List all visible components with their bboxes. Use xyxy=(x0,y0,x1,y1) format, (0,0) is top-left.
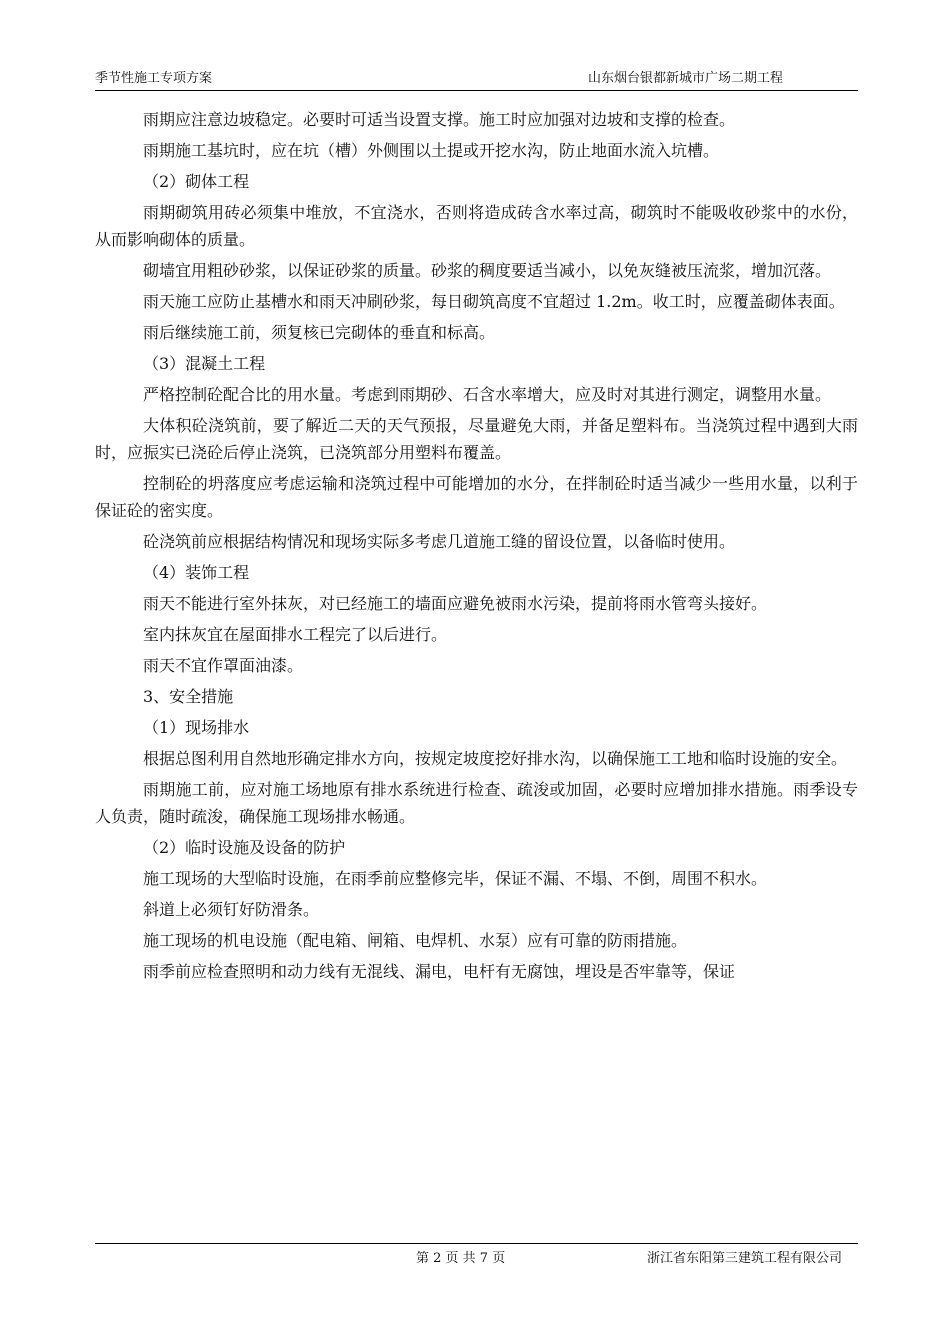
section-heading: （2）临时设施及设备的防护 xyxy=(143,838,346,857)
paragraph: 室内抹灰宜在屋面排水工程完了以后进行。 xyxy=(143,625,448,644)
paragraph: 雨期应注意边坡稳定。必要时可适当设置支撑。施工时应加强对边坡和支撑的检查。 xyxy=(143,110,736,129)
paragraph: 严格控制砼配合比的用水量。考虑到雨期砂、石含水率增大，应及时对其进行测定，调整用水量。 xyxy=(143,385,832,404)
paragraph: 斜道上必须钉好防滑条。 xyxy=(143,900,320,919)
footer-divider xyxy=(95,1243,858,1244)
header-project-name: 山东烟台银都新城市广场二期工程 xyxy=(587,71,783,86)
section-heading: （4）装饰工程 xyxy=(143,563,250,582)
paragraph: 砼浇筑前应根据结构情况和现场实际多考虑几道施工缝的留设位置，以备临时使用。 xyxy=(143,532,736,551)
document-body xyxy=(95,106,858,989)
paragraph: 大体积砼浇筑前，要了解近二天的天气预报，尽量避免大雨，并备足塑料布。当浇筑过程中遇到大雨时，应振实已浇砼后停止浇筑，已浇筑部分用塑料布覆盖。 xyxy=(95,416,858,462)
paragraph: 砌墙宜用粗砂砂浆，以保证砂浆的质量。砂浆的稠度要适当减小，以免灰缝被压流浆，增加沉落。 xyxy=(143,261,832,280)
page-footer xyxy=(95,1250,858,1268)
paragraph: 施工现场的机电设施（配电箱、闸箱、电焊机、水泵）应有可靠的防雨措施。 xyxy=(143,931,688,950)
paragraph: 雨期砌筑用砖必须集中堆放，不宜浇水，否则将造成砖含水率过高，砌筑时不能吸收砂浆中的水份，从而影响砌体的质量。 xyxy=(95,203,858,249)
header-document-title: 季节性施工专项方案 xyxy=(95,71,213,86)
paragraph: 雨天施工应防止基槽水和雨天冲刷砂浆，每日砌筑高度不宜超过 1.2m。收工时，应覆盖砌体表面。 xyxy=(143,292,845,311)
paragraph: 雨期施工前，应对施工场地原有排水系统进行检查、疏浚或加固，必要时应增加排水措施。雨季设专人负责，随时疏浚，确保施工现场排水畅通。 xyxy=(95,780,858,826)
section-heading: （3）混凝土工程 xyxy=(143,354,266,373)
paragraph: 雨季前应检查照明和动力线有无混线、漏电，电杆有无腐蚀，埋设是否牢靠等，保证 xyxy=(143,962,736,981)
paragraph: 雨期施工基坑时，应在坑（槽）外侧围以土提或开挖水沟，防止地面水流入坑槽。 xyxy=(143,141,720,160)
page-number: 第 2 页 共 7 页 xyxy=(416,1251,506,1266)
footer-company-name: 浙江省东阳第三建筑工程有限公司 xyxy=(646,1251,842,1266)
page-header xyxy=(95,70,858,91)
section-heading: （2）砌体工程 xyxy=(143,172,250,191)
section-heading: （1）现场排水 xyxy=(143,718,250,737)
paragraph: 施工现场的大型临时设施，在雨季前应整修完毕，保证不漏、不塌、不倒，周围不积水。 xyxy=(143,869,768,888)
section-heading: 3、安全措施 xyxy=(143,687,234,706)
paragraph: 雨天不宜作罩面油漆。 xyxy=(143,656,304,675)
paragraph: 根据总图利用自然地形确定排水方向，按规定坡度挖好排水沟，以确保施工工地和临时设施的安全。 xyxy=(143,749,848,768)
paragraph: 雨天不能进行室外抹灰，对已经施工的墙面应避免被雨水污染，提前将雨水管弯头接好。 xyxy=(143,594,768,613)
paragraph: 控制砼的坍落度应考虑运输和浇筑过程中可能增加的水分，在拌制砼时适当减少一些用水量，以利于保证砼的密实度。 xyxy=(95,474,858,520)
paragraph: 雨后继续施工前，须复核已完砌体的垂直和标高。 xyxy=(143,323,496,342)
